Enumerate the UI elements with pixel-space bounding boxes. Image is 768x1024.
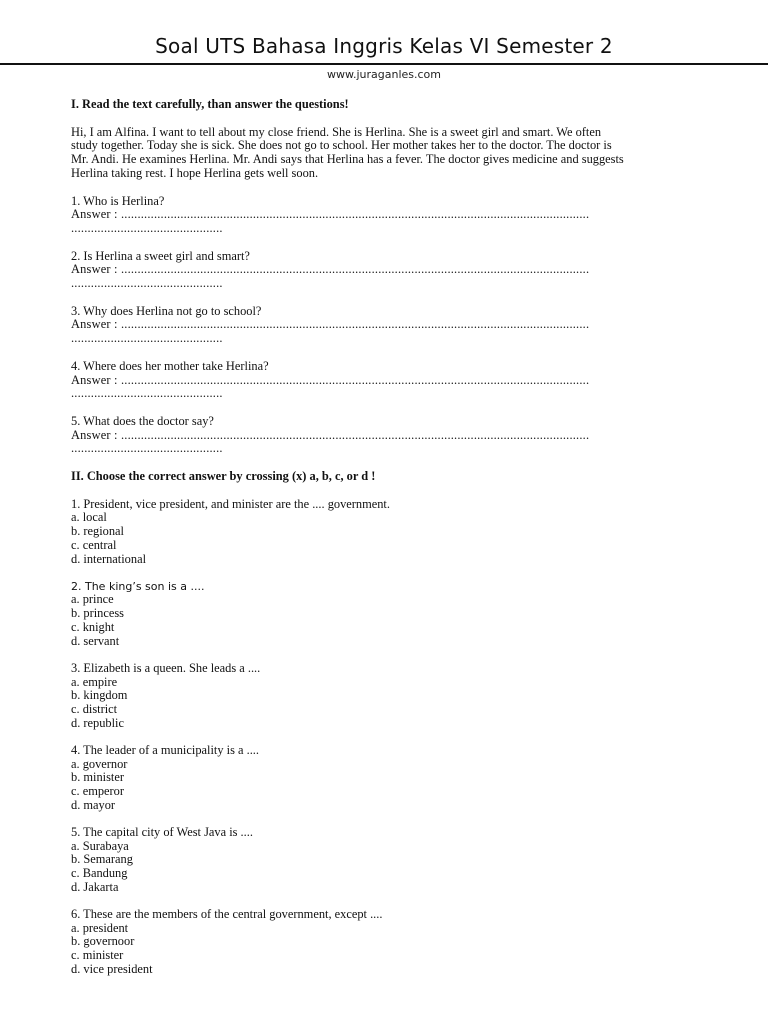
page-title: Soal UTS Bahasa Inggris Kelas VI Semester 2 — [155, 34, 613, 58]
answer-line: Answer : .............................................................................................................................................. — [71, 373, 590, 387]
option-d: d. vice president — [71, 962, 153, 976]
mc-question-3 — [71, 662, 651, 731]
option-b: b. minister — [71, 771, 124, 785]
mc-question-2 — [71, 580, 651, 649]
essay-question-1 — [71, 195, 651, 236]
answer-line: Answer : .............................................................................................................................................. — [71, 318, 590, 332]
option-c: c. minister — [71, 948, 124, 962]
answer-line: Answer : .............................................................................................................................................. — [71, 263, 590, 277]
mc-question-5 — [71, 826, 651, 895]
option-d: d. servant — [71, 634, 120, 648]
essay-question-3 — [71, 305, 651, 346]
option-d: d. international — [71, 552, 147, 566]
passage-line: Herlina taking rest. I hope Herlina gets well soon. — [71, 165, 319, 180]
section-2-heading: II. Choose the correct answer by crossing (x) a, b, c, or d ! — [71, 469, 376, 484]
option-a: a. prince — [71, 593, 114, 607]
question-text: 1. President, vice president, and minister are the .... government. — [71, 497, 390, 511]
answer-line-continued: .............................................. — [71, 442, 223, 456]
section-1-heading: I. Read the text carefully, than answer the questions! — [71, 97, 349, 111]
essay-question-2 — [71, 250, 651, 291]
question-text: 4. The leader of a municipality is a .... — [71, 743, 259, 757]
essay-question-4 — [71, 360, 651, 401]
mc-question-1 — [71, 498, 651, 567]
question-text: 3. Elizabeth is a queen. She leads a .... — [71, 661, 261, 675]
answer-line: Answer : .............................................................................................................................................. — [71, 208, 590, 222]
question-text: 1. Who is Herlina? — [71, 194, 165, 208]
mc-question-4 — [71, 744, 651, 813]
passage-line: Hi, I am Alfina. I want to tell about my close friend. She is Herlina. She is a sweet girl and smart. We often — [71, 124, 602, 139]
option-a: a. empire — [71, 675, 118, 689]
option-c: c. knight — [71, 620, 115, 634]
option-b: b. regional — [71, 525, 124, 539]
answer-line-continued: .............................................. — [71, 332, 223, 346]
worksheet-body — [71, 98, 651, 990]
question-text: 3. Why does Herlina not go to school? — [71, 304, 262, 318]
answer-line-continued: .............................................. — [71, 387, 223, 401]
option-b: b. governoor — [71, 935, 135, 949]
mc-question-6 — [71, 908, 651, 977]
header-divider — [0, 63, 768, 65]
answer-line-continued: .............................................. — [71, 277, 223, 291]
question-text: 2. Is Herlina a sweet girl and smart? — [71, 249, 250, 263]
answer-line-continued: .............................................. — [71, 221, 223, 235]
option-b: b. princess — [71, 607, 124, 621]
question-text: 4. Where does her mother take Herlina? — [71, 359, 269, 373]
option-a: a. president — [71, 921, 129, 935]
option-a: a. Surabaya — [71, 839, 129, 853]
answer-line: Answer : .............................................................................................................................................. — [71, 428, 590, 442]
option-b: b. Semarang — [71, 853, 133, 867]
option-d: d. republic — [71, 716, 124, 730]
question-text: 2. The king’s son is a .... — [71, 579, 205, 593]
passage-line: study together. Today she is sick. She does not go to school. Her mother takes her to the doctor. The doctor is — [71, 138, 612, 153]
website-url: www.juraganles.com — [326, 68, 441, 81]
option-c: c. central — [71, 538, 117, 552]
option-d: d. mayor — [71, 798, 116, 812]
option-b: b. kingdom — [71, 689, 128, 703]
question-text: 5. The capital city of West Java is .... — [71, 825, 253, 839]
essay-question-5 — [71, 415, 651, 456]
reading-passage — [71, 126, 651, 181]
option-d: d. Jakarta — [71, 880, 119, 894]
question-text: 5. What does the doctor say? — [71, 414, 214, 428]
option-c: c. emperor — [71, 784, 124, 798]
option-c: c. district — [71, 702, 118, 716]
option-a: a. local — [71, 511, 107, 525]
passage-line: Mr. Andi. He examines Herlina. Mr. Andi says that Herlina has a fever. The doctor gives medicine and suggests — [71, 152, 624, 167]
option-a: a. governor — [71, 757, 128, 771]
option-c: c. Bandung — [71, 866, 128, 880]
question-text: 6. These are the members of the central government, except .... — [71, 907, 383, 921]
